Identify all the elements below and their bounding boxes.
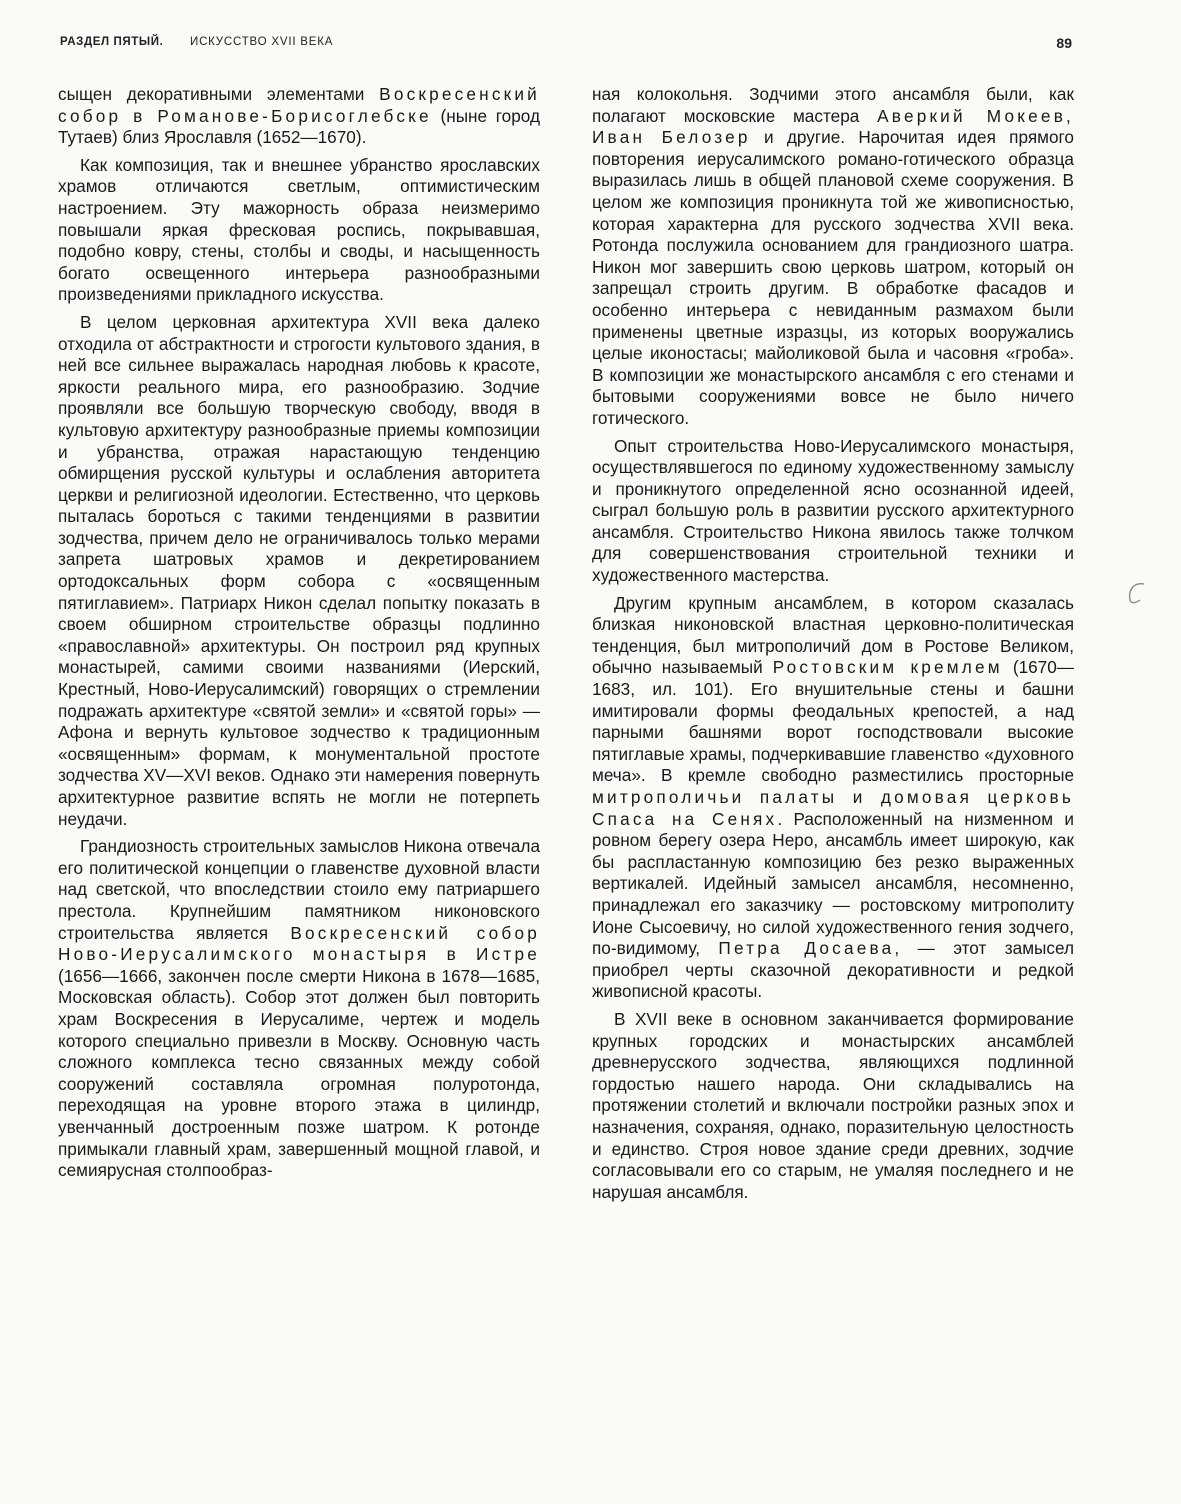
header-section: РАЗДЕЛ ПЯТЫЙ. bbox=[60, 36, 164, 48]
paragraph bbox=[58, 84, 540, 149]
paragraph: Как композиция, так и внешнее убранство ярославских храмов отличаются светлым, оптимистическим настроением. Эту мажорность образа неизмеримо повышали яркая фресковая роспись, покрывавшая, подобно ковру, стены, столбы и своды, и насыщенность богато освещенного интерьера разнообразными произведениями прикладного искусства. bbox=[58, 154, 540, 305]
left-column bbox=[58, 84, 540, 1182]
text-run: , — этот замысел приобрел черты сказочной декоративности и редкой живописной красоты. bbox=[592, 938, 1074, 1002]
paragraph: Опыт строительства Ново-Иерусалимского монастыря, осуществлявшегося по единому художественному замыслу и проникнутого определенной ясно осознанной идеей, сыграл большую роль в развитии русского архитектурного ансамбля. Строительство Никона явилось также толчком для совершенствования строительной техники и художественного мастерства. bbox=[592, 435, 1074, 586]
spaced-term: Воскресенский собор в Романове-Борисоглебске bbox=[58, 84, 540, 126]
paragraph: В целом церковная архитектура XVII века далеко отходила от абстрактности и строгости культового здания, в ней все сильнее выражалась народная любовь к красоте, яркости реального мира, его разнообразию. Зодчие проявляли все большую творческую свободу, вводя в культовую архитектуру разнообразные приемы композиции и убранства, отражая нарастающую тенденцию обмирщения русской культуры и ослабления авторитета церкви и религиозной идеологии. Естественно, что церковь пыталась бороться с такими тенденциями в развитии зодчества, причем дело не ограничивалось только мерами запрета шатровых храмов и декретированием ортодоксальных форм собора с «освященным пятиглавием». Патриарх Никон сделал попытку показать в своем обширном строительстве образцы подлинно «православной» архитектуры. Он построил ряд крупных монастырей, самими своими названиями (Иерский, Крестный, Ново-Иерусалимский) говорящих о стремлении подражать архитектуре «святой земли» и «святой горы» — Афона и вернуть культовое зодчество к традиционным «освященным» формам, к монументальной простоте зодчества XV—XVI веков. Однако эти намерения повернуть архитектурное развитие вспять не могли не потерпеть неудачи. bbox=[58, 311, 540, 829]
text-run: и другие. Нарочитая идея прямого повторения иерусалимского романо-готического образца выразилась лишь в общей плановой схеме сооружения. В целом же композиция проникнута той же живописностью, которая характерна для русского зодчества XVII века. Ротонда послужила основанием для грандиозного шатра. Никон мог завершить свою церковь шатром, который он запрещал строить другим. В обработке фасадов и особенно интерьера с невиданным размахом были применены цветные изразцы, из которых вооружались целые иконостасы; майоликовой была и часовня «гроба». В композиции же монастырского ансамбля с его стенами и бытовыми сооружениями вовсе не было ничего готического. bbox=[592, 127, 1074, 428]
spaced-term: Петра Досаева bbox=[718, 938, 895, 959]
paragraph: В XVII веке в основном заканчивается формирование крупных городских и монастырских ансамблей древнерусского зодчества, являющихся подлинной гордостью нашего народа. Они складывались на протяжении столетий и включали постройки разных эпох и назначения, сохраняя, однако, поразительную целостность и единство. Строя новое здание среди древних, зодчие согласовывали его со старым, не умаляя последнего и не нарушая ансамбля. bbox=[592, 1008, 1074, 1202]
spaced-term: Ростовским кремлем bbox=[772, 657, 1003, 678]
running-header bbox=[60, 36, 1072, 52]
spaced-term: Воскресенский собор Ново-Иерусалимского монастыря в Истре bbox=[58, 922, 540, 965]
header-subject: ИСКУССТВО XVII ВЕКА bbox=[190, 36, 334, 48]
text-run: Другим крупным ансамблем, в котором сказалась близкая никоновской властная церковно-политическая тенденция, был митрополичий дом в Ростове Великом, обычно называемый bbox=[592, 592, 1074, 678]
text-run: сыщен декоративными элементами bbox=[58, 84, 380, 104]
paragraph bbox=[58, 836, 540, 1182]
text-run: (ныне город Тутаев) близ Ярославля (1652—1670). bbox=[58, 105, 540, 148]
text-run: Грандиозность строительных замыслов Никона отвечала его политической концепции о главенстве духовной власти над светской, что впоследствии стоило ему патриаршего престола. Крупнейшим памятником никоновского строительства является bbox=[58, 836, 540, 943]
page-number: 89 bbox=[1056, 35, 1072, 51]
handwritten-margin-note bbox=[0, 509, 66, 557]
text-run: . Расположенный на низменном и ровном берегу озера Неро, ансамбль имеет широкую, как бы распластанную композицию без резко выраженных вертикалей. Идейный замысел ансамбля, несомненно, принадлежал его заказчику — ростовскому митрополиту Ионе Сысоевичу, но силой художественного гения зодчего, по-видимому, bbox=[592, 808, 1074, 959]
paragraph bbox=[592, 593, 1074, 1003]
pencil-mark-icon bbox=[1122, 578, 1152, 608]
text-run: (1656—1666, закончен после смерти Никона в 1678—1685, Московская область). Собор этот должен был повторить храм Воскресения в Иерусалиме, чертеж и модель которого специально привезли в Москву. Основную часть сложного комплекса тесно связанных между собой сооружений составляла огромная полуротонда, переходящая на уровне второго этажа в цилиндр, увенчанный достроенным позже шатром. К ротонде примыкали главный храм, завершенный мощной главой, и семиярусная столпообраз- bbox=[58, 965, 540, 1181]
right-column bbox=[592, 84, 1074, 1203]
spaced-term: Аверкий Мокеев, Иван Белозер bbox=[592, 105, 1075, 148]
text-run: ная колокольня. Зодчими этого ансамбля были, как полагают московские мастера bbox=[592, 84, 1074, 126]
paragraph bbox=[592, 84, 1074, 430]
spaced-term: митрополичьи палаты и домовая церковь Спаса на Сенях bbox=[592, 787, 1074, 829]
text-run: (1670—1683, ил. 101). Его внушительные стены и башни имитировали формы феодальных крепостей, а над парными башнями ворот господствовали высокие пятиглавые храмы, подчеркивавшие главенство «духовного меча». В кремле свободно разместились просторные bbox=[592, 657, 1074, 786]
